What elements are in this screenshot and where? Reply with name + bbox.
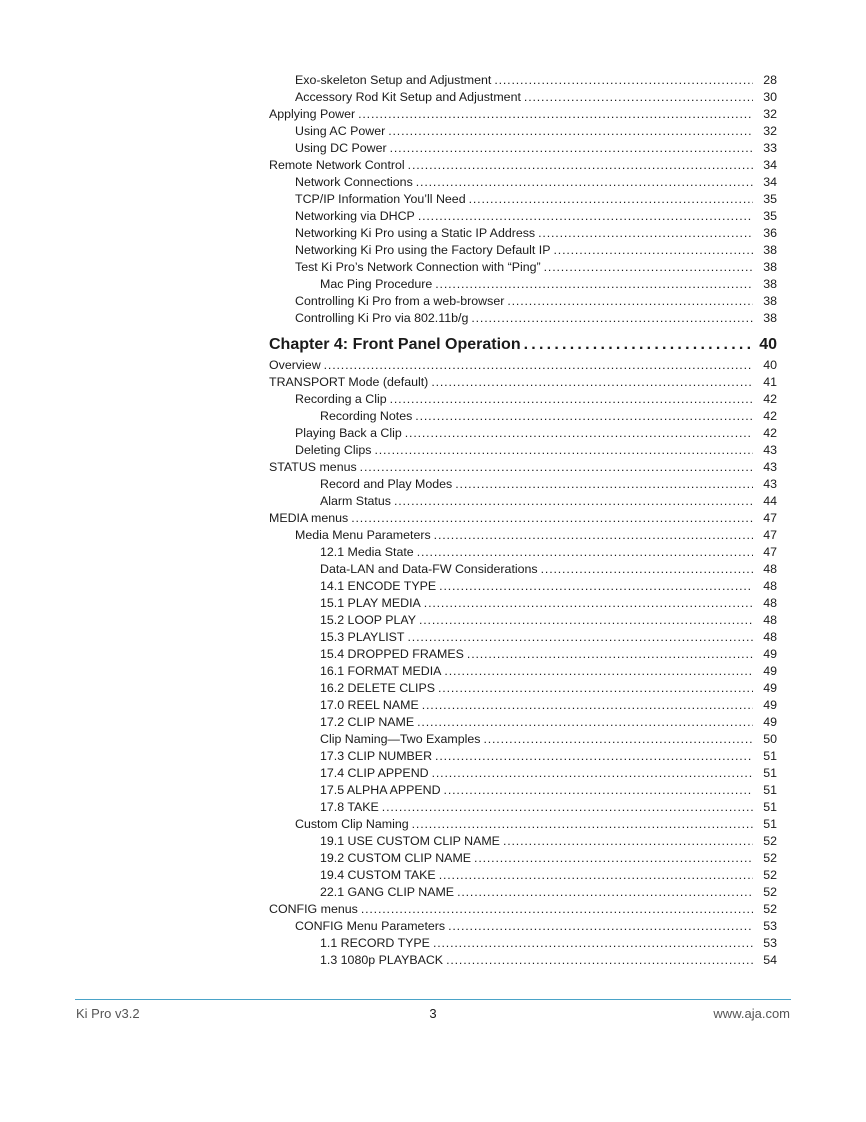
toc-leader-dots xyxy=(417,714,753,731)
toc-entry[interactable] xyxy=(269,157,777,174)
toc-entry-page: 49 xyxy=(763,664,777,678)
toc-entry-page: 38 xyxy=(763,294,777,308)
toc-leader-dots xyxy=(444,782,753,799)
toc-entry[interactable] xyxy=(269,425,777,442)
toc-entry[interactable] xyxy=(269,276,777,293)
toc-entry-title: 16.2 DELETE CLIPS xyxy=(320,681,436,695)
toc-entry-title: 17.5 ALPHA APPEND xyxy=(320,783,441,797)
toc-entry[interactable] xyxy=(269,225,777,242)
toc-leader-dots xyxy=(390,140,753,157)
toc-entry-title: Chapter 4: Front Panel Operation xyxy=(269,336,521,353)
toc-entry-title: 17.2 CLIP NAME xyxy=(320,715,415,729)
toc-entry[interactable] xyxy=(269,293,777,310)
toc-entry-page: 47 xyxy=(763,528,777,542)
toc-entry-page: 49 xyxy=(763,698,777,712)
toc-entry-page: 47 xyxy=(763,545,777,559)
toc-leader-dots xyxy=(444,663,753,680)
toc-leader-dots xyxy=(474,850,753,867)
toc-leader-dots xyxy=(544,259,753,276)
toc-entry[interactable] xyxy=(269,242,777,259)
toc-entry[interactable] xyxy=(269,935,777,952)
toc-entry-title: Media Menu Parameters xyxy=(295,528,431,542)
toc-entry[interactable] xyxy=(269,89,777,106)
toc-entry-title: 19.1 USE CUSTOM CLIP NAME xyxy=(320,834,500,848)
toc-entry-title: 14.1 ENCODE TYPE xyxy=(320,579,437,593)
toc-leader-dots xyxy=(471,310,753,327)
toc-leader-dots xyxy=(419,612,753,629)
toc-entry-page: 43 xyxy=(763,443,777,457)
toc-entry[interactable] xyxy=(269,72,777,89)
toc-entry-title: Networking via DHCP xyxy=(295,209,415,223)
toc-entry[interactable] xyxy=(269,510,777,527)
toc-entry-title: Mac Ping Procedure xyxy=(320,277,433,291)
toc-entry-page: 42 xyxy=(763,426,777,440)
toc-entry-page: 48 xyxy=(763,613,777,627)
toc-leader-dots xyxy=(361,901,753,918)
toc-entry-page: 53 xyxy=(763,936,777,950)
toc-entry-title: MEDIA menus xyxy=(269,511,349,525)
toc-leader-dots xyxy=(433,935,753,952)
toc-entry[interactable] xyxy=(269,408,777,425)
toc-entry-page: 49 xyxy=(763,715,777,729)
toc-entry[interactable] xyxy=(269,391,777,408)
toc-entry[interactable] xyxy=(269,442,777,459)
toc-entry[interactable] xyxy=(269,782,777,799)
toc-leader-dots xyxy=(554,242,754,259)
toc-entry-title: Alarm Status xyxy=(320,494,391,508)
toc-entry-page: 50 xyxy=(763,732,777,746)
toc-entry[interactable] xyxy=(269,612,777,629)
toc-entry-title: 1.3 1080p PLAYBACK xyxy=(320,953,444,967)
toc-entry-page: 53 xyxy=(763,919,777,933)
toc-entry-page: 33 xyxy=(763,141,777,155)
toc-entry-page: 49 xyxy=(763,647,777,661)
toc-leader-dots xyxy=(415,408,753,425)
toc-entry[interactable] xyxy=(269,578,777,595)
toc-leader-dots xyxy=(431,374,753,391)
toc-entry-title: 17.8 TAKE xyxy=(320,800,379,814)
toc-entry-page: 34 xyxy=(763,158,777,172)
toc-entry[interactable] xyxy=(269,310,777,327)
toc-entry-page: 52 xyxy=(763,851,777,865)
footer-divider xyxy=(75,999,791,1000)
toc-entry-title: 15.2 LOOP PLAY xyxy=(320,613,416,627)
toc-entry-title: Record and Play Modes xyxy=(320,477,453,491)
toc-entry-page: 38 xyxy=(763,277,777,291)
toc-leader-dots xyxy=(418,208,753,225)
toc-leader-dots xyxy=(541,561,753,578)
toc-entry[interactable] xyxy=(269,884,777,901)
toc-entry-page: 48 xyxy=(763,596,777,610)
toc-entry-page: 38 xyxy=(763,243,777,257)
toc-entry-title: 15.4 DROPPED FRAMES xyxy=(320,647,464,661)
toc-leader-dots xyxy=(394,493,753,510)
toc-leader-dots xyxy=(382,799,753,816)
toc-entry-page: 43 xyxy=(763,460,777,474)
toc-entry-page: 34 xyxy=(763,175,777,189)
toc-entry-title: 22.1 GANG CLIP NAME xyxy=(320,885,455,899)
toc-leader-dots xyxy=(412,816,753,833)
toc-entry-page: 38 xyxy=(763,311,777,325)
toc-entry-title: 15.1 PLAY MEDIA xyxy=(320,596,421,610)
toc-entry[interactable] xyxy=(269,174,777,191)
toc-entry[interactable] xyxy=(269,191,777,208)
toc-entry-title: Clip Naming—Two Examples xyxy=(320,732,481,746)
toc-leader-dots xyxy=(524,89,753,106)
toc-entry-page: 42 xyxy=(763,392,777,406)
toc-entry-page: 54 xyxy=(763,953,777,967)
toc-entry[interactable] xyxy=(269,106,777,123)
toc-entry[interactable] xyxy=(269,544,777,561)
toc-entry-page: 38 xyxy=(763,260,777,274)
toc-entry-title: STATUS menus xyxy=(269,460,357,474)
footer-website: www.aja.com xyxy=(713,1006,790,1021)
toc-leader-dots xyxy=(483,731,753,748)
toc-leader-dots xyxy=(424,595,753,612)
toc-leader-dots xyxy=(439,867,753,884)
toc-entry-page: 43 xyxy=(763,477,777,491)
toc-entry[interactable] xyxy=(269,850,777,867)
toc-entry-title: 17.3 CLIP NUMBER xyxy=(320,749,433,763)
toc-leader-dots xyxy=(439,578,753,595)
toc-entry-page: 41 xyxy=(763,375,777,389)
toc-entry[interactable] xyxy=(269,476,777,493)
toc-entry[interactable] xyxy=(269,833,777,850)
toc-entry-page: 44 xyxy=(763,494,777,508)
toc-entry-title: CONFIG Menu Parameters xyxy=(295,919,446,933)
toc-leader-dots xyxy=(408,629,754,646)
toc-leader-dots xyxy=(405,425,753,442)
toc-leader-dots xyxy=(457,884,753,901)
toc-leader-dots xyxy=(455,476,753,493)
toc-leader-dots xyxy=(432,765,753,782)
toc-entry-title: 17.4 CLIP APPEND xyxy=(320,766,429,780)
toc-leader-dots xyxy=(324,357,753,374)
toc-entry-page: 35 xyxy=(763,192,777,206)
table-of-contents xyxy=(269,72,777,969)
toc-leader-dots xyxy=(374,442,753,459)
toc-entry-title: Custom Clip Naming xyxy=(295,817,409,831)
toc-entry[interactable] xyxy=(269,140,777,157)
toc-entry[interactable] xyxy=(269,493,777,510)
toc-leader-dots xyxy=(494,72,753,89)
toc-entry-title: Applying Power xyxy=(269,107,356,121)
toc-entry-page: 51 xyxy=(763,817,777,831)
toc-entry-page: 40 xyxy=(759,336,777,353)
toc-leader-dots xyxy=(467,646,753,663)
toc-entry-page: 35 xyxy=(763,209,777,223)
toc-entry-page: 52 xyxy=(763,885,777,899)
toc-entry-title: 16.1 FORMAT MEDIA xyxy=(320,664,442,678)
toc-leader-dots xyxy=(351,510,753,527)
toc-entry[interactable] xyxy=(269,748,777,765)
toc-entry[interactable] xyxy=(269,714,777,731)
toc-entry-page: 52 xyxy=(763,868,777,882)
toc-entry[interactable] xyxy=(269,208,777,225)
toc-entry-page: 42 xyxy=(763,409,777,423)
toc-entry-title: 19.4 CUSTOM TAKE xyxy=(320,868,436,882)
toc-entry-title: Networking Ki Pro using a Static IP Address xyxy=(295,226,536,240)
toc-leader-dots xyxy=(360,459,753,476)
toc-entry-title: Playing Back a Clip xyxy=(295,426,402,440)
toc-entry-title: Deleting Clips xyxy=(295,443,372,457)
toc-entry-title: 1.1 RECORD TYPE xyxy=(320,936,430,950)
toc-entry-page: 32 xyxy=(763,124,777,138)
toc-entry-title: Exo-skeleton Setup and Adjustment xyxy=(295,73,492,87)
toc-leader-dots xyxy=(524,333,752,357)
toc-leader-dots xyxy=(422,697,753,714)
toc-leader-dots xyxy=(434,527,753,544)
toc-entry[interactable] xyxy=(269,765,777,782)
toc-entry[interactable] xyxy=(269,680,777,697)
toc-entry-page: 48 xyxy=(763,562,777,576)
toc-entry[interactable] xyxy=(269,629,777,646)
toc-entry-title: Controlling Ki Pro via 802.11b/g xyxy=(295,311,469,325)
toc-leader-dots xyxy=(538,225,753,242)
toc-entry-page: 51 xyxy=(763,800,777,814)
toc-entry[interactable] xyxy=(269,561,777,578)
toc-leader-dots xyxy=(469,191,753,208)
toc-entry-title: Recording a Clip xyxy=(295,392,387,406)
toc-entry-page: 52 xyxy=(763,902,777,916)
toc-leader-dots xyxy=(416,174,753,191)
toc-entry[interactable] xyxy=(269,357,777,374)
toc-leader-dots xyxy=(507,293,753,310)
toc-leader-dots xyxy=(446,952,753,969)
footer-page-number: 3 xyxy=(429,1006,437,1021)
toc-leader-dots xyxy=(388,123,753,140)
toc-entry[interactable] xyxy=(269,952,777,969)
toc-entry-title: Controlling Ki Pro from a web-browser xyxy=(295,294,505,308)
toc-entry-page: 30 xyxy=(763,90,777,104)
footer-product-version: Ki Pro v3.2 xyxy=(76,1006,140,1021)
toc-entry-page: 51 xyxy=(763,749,777,763)
toc-entry[interactable] xyxy=(269,374,777,391)
toc-entry[interactable] xyxy=(269,459,777,476)
toc-entry-title: Recording Notes xyxy=(320,409,413,423)
toc-entry-page: 52 xyxy=(763,834,777,848)
toc-entry-page: 47 xyxy=(763,511,777,525)
toc-entry[interactable] xyxy=(269,697,777,714)
toc-entry-title: CONFIG menus xyxy=(269,902,358,916)
toc-leader-dots xyxy=(390,391,753,408)
toc-entry-title: Data-LAN and Data-FW Considerations xyxy=(320,562,538,576)
toc-leader-dots xyxy=(435,748,753,765)
toc-entry-page: 36 xyxy=(763,226,777,240)
toc-entry[interactable] xyxy=(269,867,777,884)
toc-entry[interactable] xyxy=(269,527,777,544)
toc-entry-title: TRANSPORT Mode (default) xyxy=(269,375,429,389)
toc-entry[interactable] xyxy=(269,595,777,612)
toc-entry[interactable] xyxy=(269,799,777,816)
toc-entry[interactable] xyxy=(269,816,777,833)
toc-entry[interactable] xyxy=(269,901,777,918)
toc-entry[interactable] xyxy=(269,663,777,680)
toc-entry-title: Accessory Rod Kit Setup and Adjustment xyxy=(295,90,521,104)
toc-entry-title: Overview xyxy=(269,358,321,372)
toc-entry-title: TCP/IP Information You’ll Need xyxy=(295,192,466,206)
toc-entry-title: Network Connections xyxy=(295,175,413,189)
toc-leader-dots xyxy=(358,106,753,123)
toc-entry-page: 40 xyxy=(763,358,777,372)
toc-entry-title: 19.2 CUSTOM CLIP NAME xyxy=(320,851,472,865)
toc-entry[interactable] xyxy=(269,918,777,935)
toc-entry-title: Remote Network Control xyxy=(269,158,405,172)
toc-leader-dots xyxy=(408,157,753,174)
toc-entry-page: 32 xyxy=(763,107,777,121)
toc-entry-title: 15.3 PLAYLIST xyxy=(320,630,405,644)
toc-entry-page: 49 xyxy=(763,681,777,695)
toc-leader-dots xyxy=(417,544,753,561)
toc-entry-title: Using AC Power xyxy=(295,124,386,138)
toc-entry-title: Networking Ki Pro using the Factory Default IP xyxy=(295,243,551,257)
toc-chapter-heading[interactable] xyxy=(269,333,777,357)
toc-leader-dots xyxy=(448,918,753,935)
toc-leader-dots xyxy=(435,276,753,293)
toc-leader-dots xyxy=(503,833,753,850)
toc-entry[interactable] xyxy=(269,123,777,140)
toc-entry-page: 48 xyxy=(763,630,777,644)
toc-entry-page: 51 xyxy=(763,783,777,797)
toc-entry-title: Using DC Power xyxy=(295,141,387,155)
toc-entry-title: Test Ki Pro’s Network Connection with “Ping” xyxy=(295,260,541,274)
toc-entry-page: 48 xyxy=(763,579,777,593)
toc-entry[interactable] xyxy=(269,731,777,748)
toc-entry-title: 17.0 REEL NAME xyxy=(320,698,419,712)
toc-entry-page: 51 xyxy=(763,766,777,780)
toc-entry-title: 12.1 Media State xyxy=(320,545,414,559)
toc-leader-dots xyxy=(438,680,753,697)
toc-entry[interactable] xyxy=(269,646,777,663)
toc-entry-page: 28 xyxy=(763,73,777,87)
toc-entry[interactable] xyxy=(269,259,777,276)
